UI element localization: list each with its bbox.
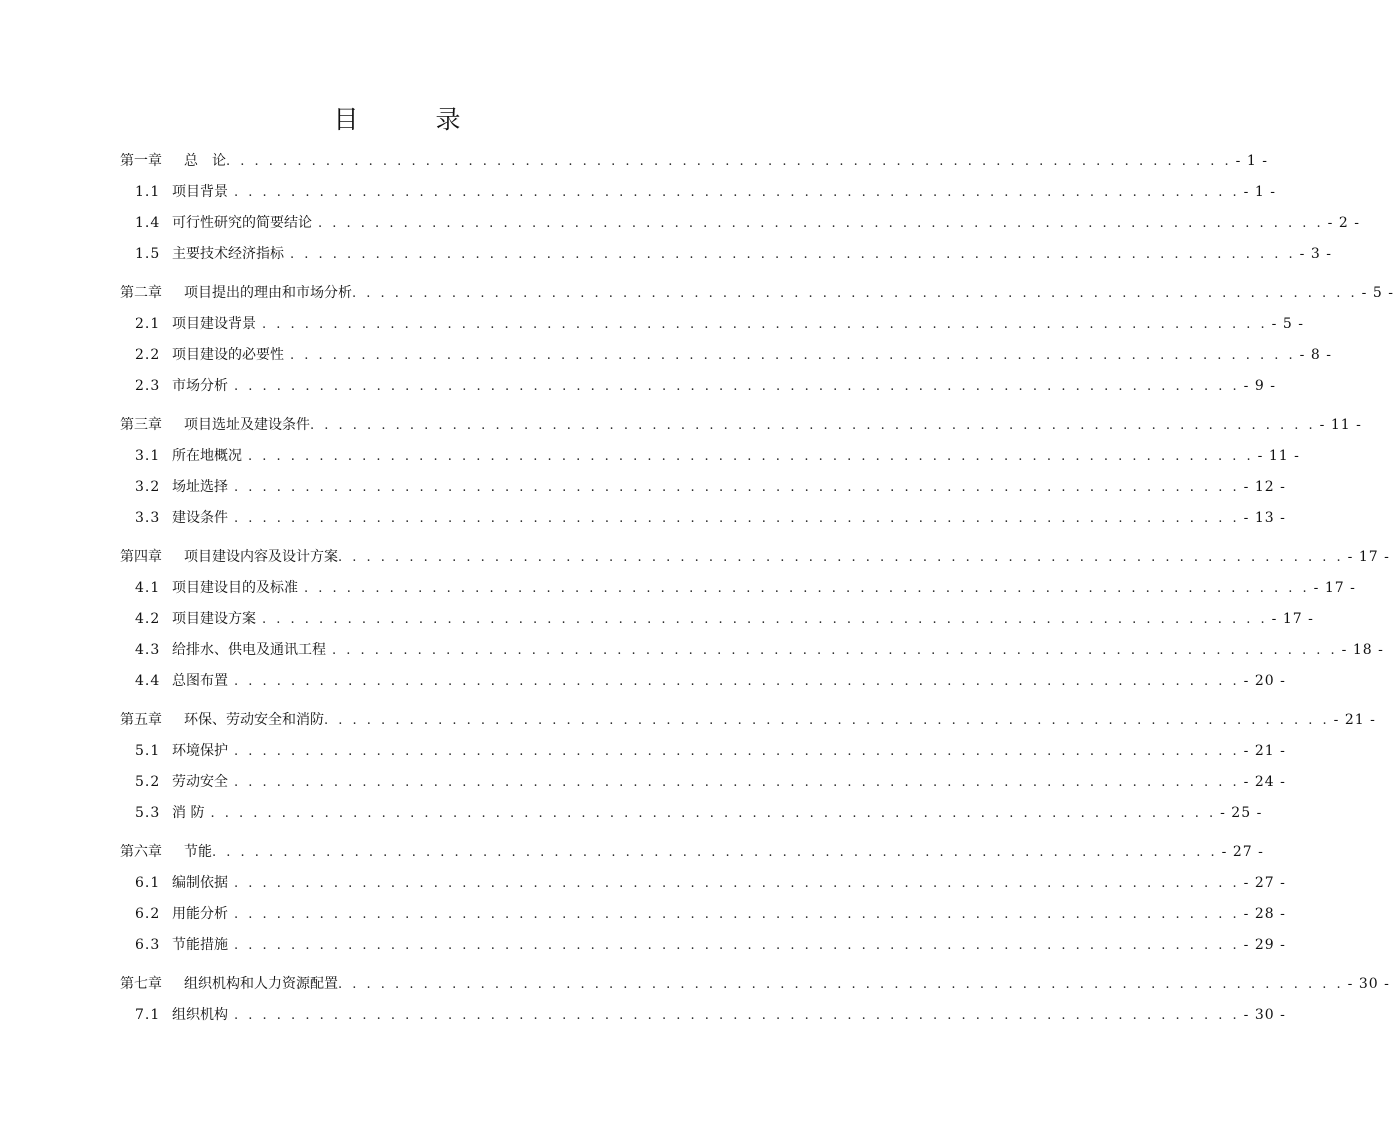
toc-chapter-entry[interactable] — [120, 970, 1390, 1001]
toc-page-number: - 17 - — [1347, 549, 1390, 565]
toc-dot-leader: . . . . . . . . . . . . . . . . . . . . . . . . . . . . . . . . . . . . . . . . . . . . . . . . . . . . . . . . . . . . . . . . . . . . . . . — [234, 876, 1240, 891]
toc-section-entry[interactable] — [120, 667, 1286, 698]
toc-entry-number: 3.2 — [135, 479, 161, 495]
toc-entry-title: 场址选择 — [172, 479, 228, 495]
toc-entry-title: 消 防 — [172, 805, 205, 821]
toc-entry-title: 节能 — [184, 844, 212, 860]
toc-entry-title: 项目建设目的及标准 — [172, 580, 298, 596]
toc-dot-leader: . . . . . . . . . . . . . . . . . . . . . . . . . . . . . . . . . . . . . . . . . . . . . . . . . . . . . . . . . . . . . . . . . . . . . . . — [318, 216, 1324, 231]
toc-page-number: - 1 - — [1243, 184, 1276, 200]
toc-entry-title: 组织机构 — [172, 1007, 228, 1023]
toc-entry-number: 第四章 — [120, 549, 162, 565]
toc-section-entry[interactable] — [120, 768, 1286, 799]
toc-entry-number: 第六章 — [120, 844, 162, 860]
toc-section-entry[interactable] — [120, 504, 1286, 535]
toc-dot-leader: . . . . . . . . . . . . . . . . . . . . . . . . . . . . . . . . . . . . . . . . . . . . . . . . . . . . . . . . . . . . . . . . . . . . . . . — [234, 185, 1240, 200]
toc-dot-leader: . . . . . . . . . . . . . . . . . . . . . . . . . . . . . . . . . . . . . . . . . . . . . . . . . . . . . . . . . . . . . . . . . . . . . . . — [234, 744, 1240, 759]
toc-entry-title: 市场分析 — [172, 378, 228, 394]
toc-entry-title: 环保、劳动安全和消防 — [184, 712, 324, 728]
toc-entry-number: 6.3 — [135, 937, 161, 953]
toc-entry-title: 环境保护 — [172, 743, 228, 759]
toc-page-number: - 21 - — [1333, 712, 1376, 728]
toc-entry-title: 项目建设的必要性 — [172, 347, 284, 363]
toc-entry-number: 3.3 — [135, 510, 161, 526]
toc-dot-leader: . . . . . . . . . . . . . . . . . . . . . . . . . . . . . . . . . . . . . . . . . . . . . . . . . . . . . . . . . . . . . . . . . . . . . . . — [210, 806, 1217, 821]
toc-entry-number: 1.1 — [135, 184, 161, 200]
toc-title: 目 录 — [333, 105, 487, 134]
toc-dot-leader: . . . . . . . . . . . . . . . . . . . . . . . . . . . . . . . . . . . . . . . . . . . . . . . . . . . . . . . . . . . . . . . . . . . . . . . — [338, 550, 1344, 565]
table-of-contents — [120, 147, 1394, 1032]
toc-entry-title: 项目建设方案 — [172, 611, 256, 627]
toc-entry-title: 总 论 — [184, 153, 226, 169]
toc-entry-title: 建设条件 — [172, 510, 228, 526]
toc-section-entry[interactable] — [120, 1001, 1286, 1032]
toc-entry-number: 4.1 — [135, 580, 161, 596]
toc-page-number: - 29 - — [1243, 937, 1286, 953]
toc-dot-leader: . . . . . . . . . . . . . . . . . . . . . . . . . . . . . . . . . . . . . . . . . . . . . . . . . . . . . . . . . . . . . . . . . . . . . . . — [290, 348, 1296, 363]
toc-dot-leader: . . . . . . . . . . . . . . . . . . . . . . . . . . . . . . . . . . . . . . . . . . . . . . . . . . . . . . . . . . . . . . . . . . . . . . . — [234, 1008, 1240, 1023]
toc-page-number: - 5 - — [1361, 285, 1394, 301]
toc-page-number: - 25 - — [1220, 805, 1263, 821]
toc-entry-number: 2.2 — [135, 347, 161, 363]
toc-entry-number: 5.2 — [135, 774, 161, 790]
toc-dot-leader: . . . . . . . . . . . . . . . . . . . . . . . . . . . . . . . . . . . . . . . . . . . . . . . . . . . . . . . . . . . . . . . . . . . . . . . — [332, 643, 1338, 658]
toc-page-number: - 17 - — [1271, 611, 1314, 627]
toc-entry-number: 3.1 — [135, 448, 161, 464]
toc-entry-number: 第五章 — [120, 712, 162, 728]
toc-entry-title: 项目背景 — [172, 184, 228, 200]
toc-entry-number: 2.1 — [135, 316, 161, 332]
toc-page-number: - 13 - — [1243, 510, 1286, 526]
toc-entry-title: 可行性研究的简要结论 — [172, 215, 312, 231]
toc-page-number: - 18 - — [1341, 642, 1384, 658]
toc-chapter-entry[interactable] — [120, 147, 1268, 178]
toc-entry-title: 总图布置 — [172, 673, 228, 689]
toc-section-entry[interactable] — [120, 442, 1300, 473]
toc-section-entry[interactable] — [120, 574, 1356, 605]
toc-dot-leader: . . . . . . . . . . . . . . . . . . . . . . . . . . . . . . . . . . . . . . . . . . . . . . . . . . . . . . . . . . . . . . . . . . . . . . . — [212, 845, 1218, 860]
toc-section-entry[interactable] — [120, 341, 1332, 372]
toc-entry-number: 4.3 — [135, 642, 161, 658]
toc-entry-title: 主要技术经济指标 — [172, 246, 284, 262]
toc-dot-leader: . . . . . . . . . . . . . . . . . . . . . . . . . . . . . . . . . . . . . . . . . . . . . . . . . . . . . . . . . . . . . . . . . . . . . . . — [324, 713, 1330, 728]
toc-page-number: - 2 - — [1327, 215, 1360, 231]
toc-chapter-entry[interactable] — [120, 279, 1394, 310]
toc-page-number: - 3 - — [1299, 246, 1332, 262]
toc-page-number: - 30 - — [1347, 976, 1390, 992]
toc-dot-leader: . . . . . . . . . . . . . . . . . . . . . . . . . . . . . . . . . . . . . . . . . . . . . . . . . . . . . . . . . . . . . . . . . . . . . . . — [234, 480, 1240, 495]
toc-section-entry[interactable] — [120, 209, 1360, 240]
toc-dot-leader: . . . . . . . . . . . . . . . . . . . . . . . . . . . . . . . . . . . . . . . . . . . . . . . . . . . . . . . . . . . . . . . . . . . . . . . — [226, 154, 1232, 169]
toc-section-entry[interactable] — [120, 240, 1332, 271]
toc-dot-leader: . . . . . . . . . . . . . . . . . . . . . . . . . . . . . . . . . . . . . . . . . . . . . . . . . . . . . . . . . . . . . . . . . . . . . . . — [310, 418, 1316, 433]
toc-page-number: - 17 - — [1313, 580, 1356, 596]
toc-dot-leader: . . . . . . . . . . . . . . . . . . . . . . . . . . . . . . . . . . . . . . . . . . . . . . . . . . . . . . . . . . . . . . . . . . . . . . . — [234, 674, 1240, 689]
toc-entry-title: 劳动安全 — [172, 774, 228, 790]
toc-dot-leader: . . . . . . . . . . . . . . . . . . . . . . . . . . . . . . . . . . . . . . . . . . . . . . . . . . . . . . . . . . . . . . . . . . . . . . . — [234, 379, 1240, 394]
toc-entry-number: 第三章 — [120, 417, 162, 433]
toc-section-entry[interactable] — [120, 636, 1384, 667]
toc-dot-leader: . . . . . . . . . . . . . . . . . . . . . . . . . . . . . . . . . . . . . . . . . . . . . . . . . . . . . . . . . . . . . . . . . . . . . . . — [248, 449, 1254, 464]
toc-entry-number: 第一章 — [120, 153, 162, 169]
toc-dot-leader: . . . . . . . . . . . . . . . . . . . . . . . . . . . . . . . . . . . . . . . . . . . . . . . . . . . . . . . . . . . . . . . . . . . . . . . — [352, 286, 1358, 301]
toc-page-number: - 1 - — [1235, 153, 1268, 169]
toc-entry-number: 第七章 — [120, 976, 162, 992]
toc-section-entry[interactable] — [120, 869, 1286, 900]
toc-section-entry[interactable] — [120, 799, 1263, 830]
toc-entry-title: 用能分析 — [172, 906, 228, 922]
toc-entry-number: 6.2 — [135, 906, 161, 922]
toc-entry-title: 编制依据 — [172, 875, 228, 891]
toc-page-number: - 12 - — [1243, 479, 1286, 495]
toc-entry-title: 所在地概况 — [172, 448, 242, 464]
toc-dot-leader: . . . . . . . . . . . . . . . . . . . . . . . . . . . . . . . . . . . . . . . . . . . . . . . . . . . . . . . . . . . . . . . . . . . . . . . — [304, 581, 1310, 596]
toc-entry-title: 节能措施 — [172, 937, 228, 953]
toc-page-number: - 27 - — [1243, 875, 1286, 891]
toc-entry-number: 2.3 — [135, 378, 161, 394]
toc-page-number: - 11 - — [1319, 417, 1362, 433]
toc-section-entry[interactable] — [120, 737, 1286, 768]
toc-chapter-entry[interactable] — [120, 543, 1390, 574]
toc-page-number: - 30 - — [1243, 1007, 1286, 1023]
toc-section-entry[interactable] — [120, 372, 1276, 403]
toc-dot-leader: . . . . . . . . . . . . . . . . . . . . . . . . . . . . . . . . . . . . . . . . . . . . . . . . . . . . . . . . . . . . . . . . . . . . . . . — [338, 977, 1344, 992]
toc-entry-number: 4.2 — [135, 611, 161, 627]
toc-entry-number: 1.5 — [135, 246, 161, 262]
toc-dot-leader: . . . . . . . . . . . . . . . . . . . . . . . . . . . . . . . . . . . . . . . . . . . . . . . . . . . . . . . . . . . . . . . . . . . . . . . — [262, 612, 1268, 627]
toc-section-entry[interactable] — [120, 605, 1314, 636]
toc-entry-title: 项目建设内容及设计方案 — [184, 549, 338, 565]
toc-section-entry[interactable] — [120, 931, 1286, 962]
toc-entry-title: 组织机构和人力资源配置 — [184, 976, 338, 992]
toc-section-entry[interactable] — [120, 473, 1286, 504]
toc-page-number: - 24 - — [1243, 774, 1286, 790]
toc-chapter-entry[interactable] — [120, 411, 1362, 442]
toc-dot-leader: . . . . . . . . . . . . . . . . . . . . . . . . . . . . . . . . . . . . . . . . . . . . . . . . . . . . . . . . . . . . . . . . . . . . . . . — [234, 511, 1240, 526]
toc-page-number: - 8 - — [1299, 347, 1332, 363]
toc-chapter-entry[interactable] — [120, 706, 1376, 737]
toc-entry-number: 第二章 — [120, 285, 162, 301]
toc-dot-leader: . . . . . . . . . . . . . . . . . . . . . . . . . . . . . . . . . . . . . . . . . . . . . . . . . . . . . . . . . . . . . . . . . . . . . . . — [234, 775, 1240, 790]
toc-section-entry[interactable] — [120, 310, 1304, 341]
toc-entry-title: 项目建设背景 — [172, 316, 256, 332]
toc-page-number: - 20 - — [1243, 673, 1286, 689]
toc-entry-number: 6.1 — [135, 875, 161, 891]
toc-entry-number: 5.1 — [135, 743, 161, 759]
toc-page-number: - 21 - — [1243, 743, 1286, 759]
toc-page-number: - 11 - — [1257, 448, 1300, 464]
toc-entry-number: 1.4 — [135, 215, 161, 231]
toc-dot-leader: . . . . . . . . . . . . . . . . . . . . . . . . . . . . . . . . . . . . . . . . . . . . . . . . . . . . . . . . . . . . . . . . . . . . . . . — [262, 317, 1268, 332]
toc-entry-title: 给排水、供电及通讯工程 — [172, 642, 326, 658]
toc-dot-leader: . . . . . . . . . . . . . . . . . . . . . . . . . . . . . . . . . . . . . . . . . . . . . . . . . . . . . . . . . . . . . . . . . . . . . . . — [290, 247, 1296, 262]
toc-entry-title: 项目选址及建设条件 — [184, 417, 310, 433]
toc-section-entry[interactable] — [120, 900, 1286, 931]
toc-page-number: - 9 - — [1243, 378, 1276, 394]
toc-page-number: - 5 - — [1271, 316, 1304, 332]
toc-entry-number: 4.4 — [135, 673, 161, 689]
toc-chapter-entry[interactable] — [120, 838, 1264, 869]
toc-entry-number: 7.1 — [135, 1007, 161, 1023]
toc-page-number: - 28 - — [1243, 906, 1286, 922]
toc-section-entry[interactable] — [120, 178, 1276, 209]
toc-entry-number: 5.3 — [135, 805, 161, 821]
toc-dot-leader: . . . . . . . . . . . . . . . . . . . . . . . . . . . . . . . . . . . . . . . . . . . . . . . . . . . . . . . . . . . . . . . . . . . . . . . — [234, 907, 1240, 922]
toc-dot-leader: . . . . . . . . . . . . . . . . . . . . . . . . . . . . . . . . . . . . . . . . . . . . . . . . . . . . . . . . . . . . . . . . . . . . . . . — [234, 938, 1240, 953]
toc-page-number: - 27 - — [1221, 844, 1264, 860]
toc-entry-title: 项目提出的理由和市场分析 — [184, 285, 352, 301]
